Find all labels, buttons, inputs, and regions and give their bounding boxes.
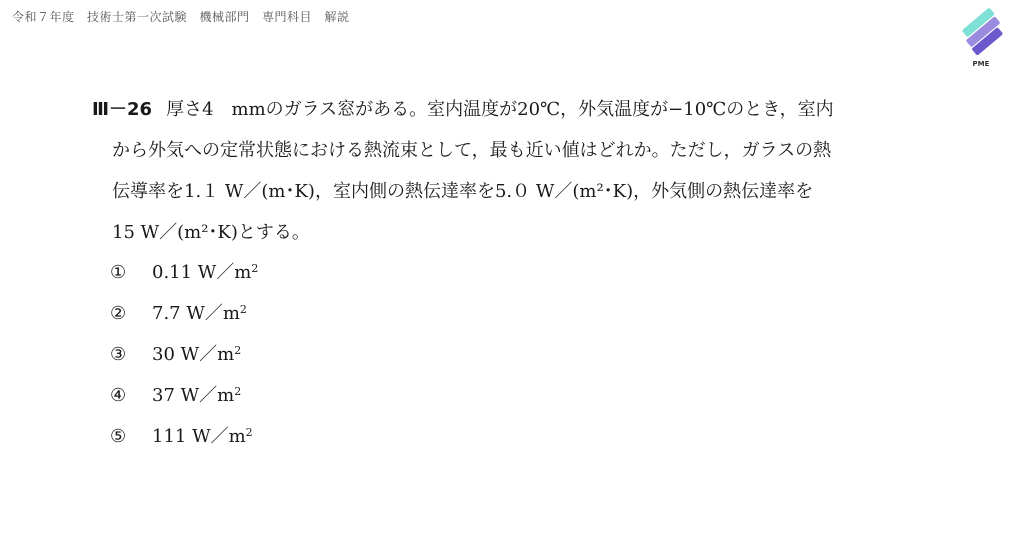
choice-unit-exponent: 2	[251, 262, 259, 275]
choice-number: ③	[110, 344, 127, 365]
choice-item	[110, 342, 258, 383]
question-line: 15 W／(m²･K)とする。	[112, 222, 310, 243]
choice-item	[110, 301, 258, 342]
choice-value: 0.11 W／m	[152, 262, 252, 283]
choice-number: ④	[110, 385, 127, 406]
choice-item	[110, 383, 258, 424]
choice-item	[110, 424, 258, 465]
choice-unit-exponent: 2	[234, 344, 242, 357]
logo-stripes-icon	[954, 4, 1008, 60]
page-header: 令和７年度 技術士第一次試験 機械部門 専門科目 解説	[12, 10, 350, 24]
choice-item	[110, 260, 258, 301]
choice-unit-exponent: 2	[234, 385, 242, 398]
logo	[954, 4, 1008, 70]
question-line: から外気への定常状態における熱流束として，最も近い値はどれか。ただし，ガラスの熱	[112, 140, 832, 161]
choice-number: ②	[110, 303, 127, 324]
question-text: 厚さ4 mmのガラス窓がある。室内温度が20℃，外気温度が−10℃のとき，室内	[166, 99, 834, 120]
choice-unit-exponent: 2	[245, 426, 253, 439]
choices-list	[110, 260, 258, 465]
question-number: Ⅲ－26	[92, 99, 153, 120]
logo-text: PME	[972, 60, 990, 68]
question-line: 伝導率を1.１ W／(m･K)，室内側の熱伝達率を5.０ W／(m²･K)，外気側の熱伝達率を	[112, 181, 814, 202]
choice-number: ①	[110, 262, 127, 283]
question-line	[92, 96, 952, 137]
choice-value: 7.7 W／m	[152, 303, 240, 324]
choice-value: 30 W／m	[152, 344, 235, 365]
choice-unit-exponent: 2	[239, 303, 247, 316]
question-block	[92, 96, 952, 260]
choice-number: ⑤	[110, 426, 127, 447]
choice-value: 37 W／m	[152, 385, 235, 406]
choice-value: 111 W／m	[152, 426, 246, 447]
